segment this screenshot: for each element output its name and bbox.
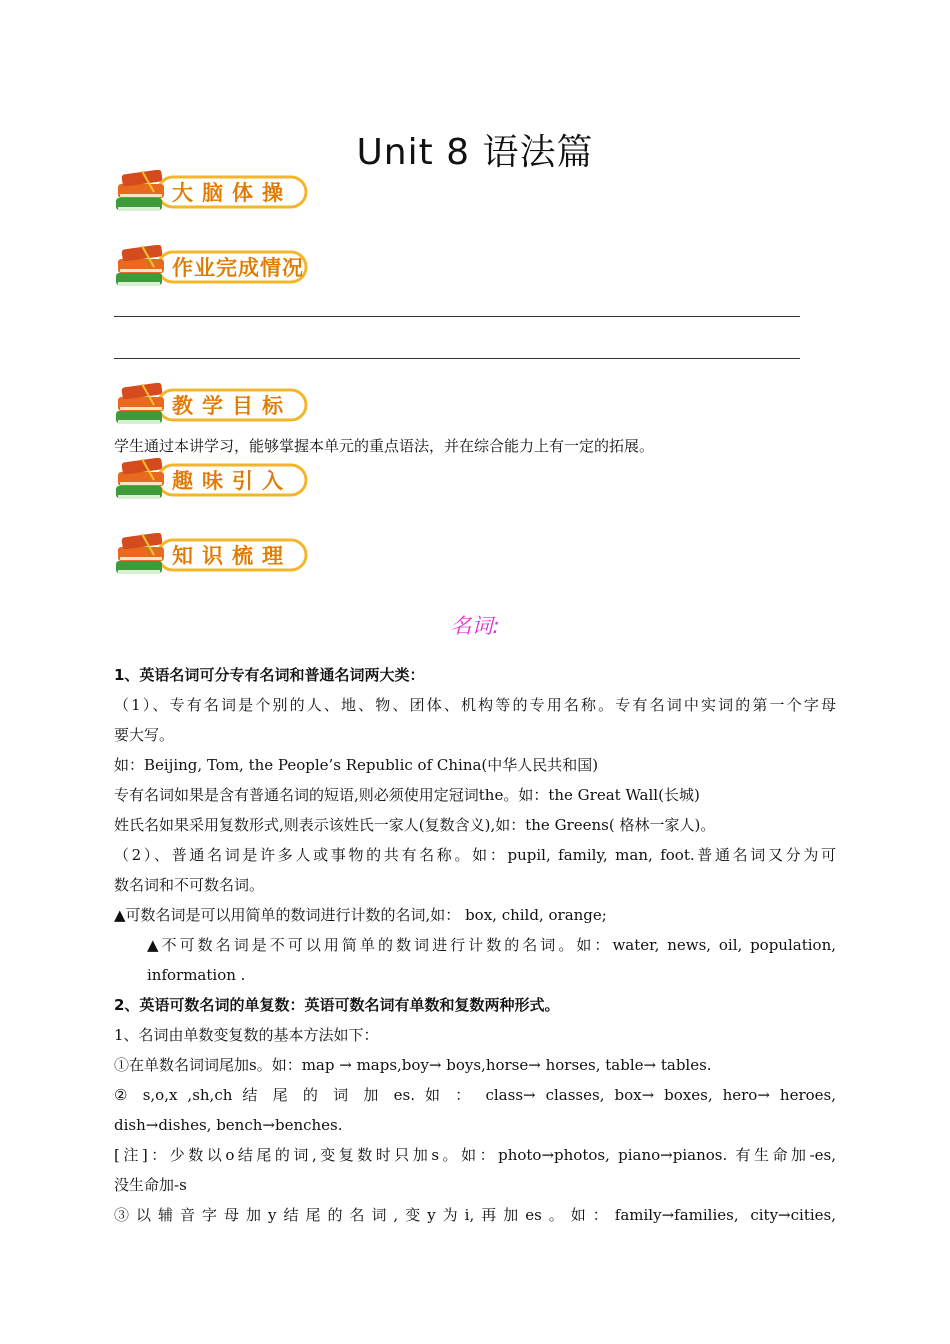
paragraph-line: 专有名词如果是含有普通名词的短语,则必须使用定冠词the。如：the Great Wall(长城) <box>114 786 700 804</box>
paragraph-line: 数名词和不可数名词。 <box>114 876 265 894</box>
badge-label: 知识梳理 <box>172 544 292 568</box>
paragraph-line: 如：Beijing, Tom, the People’s Republic of China(中华人民共和国) <box>114 756 599 774</box>
badge-label: 大脑体操 <box>172 181 292 205</box>
paragraph-line: ② s,o,x ,sh,ch 结 尾 的 词 加 es. 如 ： class→ classes, box→ boxes, hero→ heroes, <box>114 1086 836 1104</box>
paragraph-line: ▲可数名词是可以用简单的数词进行计数的名词,如： box, child, orange; <box>114 906 607 924</box>
paragraph-line: [注]：少数以o结尾的词,变复数时只加s。如：photo→photos, piano→pianos. 有生命加-es, <box>114 1146 836 1164</box>
badge-fun-intro <box>114 458 310 504</box>
answer-line <box>114 316 800 317</box>
section-title: 名词: <box>450 614 500 638</box>
heading-noun-types: 1、英语名词可分专有名词和普通名词两大类： <box>114 666 425 684</box>
paragraph-line: information . <box>147 966 246 984</box>
page-title: Unit 8 语法篇 <box>356 132 594 173</box>
badge-label: 作业完成情况 <box>172 256 304 280</box>
badge-label: 趣味引入 <box>172 469 292 493</box>
heading-plural-forms: 2、英语可数名词的单复数：英语可数名词有单数和复数两种形式。 <box>114 996 560 1014</box>
badge-knowledge-review <box>114 533 310 579</box>
paragraph-line: （1）、专有名词是个别的人、地、物、团体、机构等的专用名称。专有名词中实词的第一个字母 <box>114 696 836 714</box>
paragraph-line: dish→dishes, bench→benches. <box>114 1116 343 1134</box>
paragraph-line: ①在单数名词词尾加s。如：map → maps,boy→ boys,horse→ horses, table→ tables. <box>114 1056 712 1074</box>
badge-teaching-goals <box>114 383 310 429</box>
paragraph-line: 没生命加-s <box>114 1176 187 1194</box>
paragraph-line: 要大写。 <box>114 726 175 744</box>
grammar-notes <box>114 660 836 1230</box>
paragraph-line: 姓氏名如果采用复数形式,则表示该姓氏一家人(复数含义),如：the Greens( 格林一家人)。 <box>114 816 716 834</box>
paragraph-line: ▲不可数名词是不可以用简单的数词进行计数的名词。如：water, news, oil, population, <box>147 936 836 954</box>
goals-text: 学生通过本讲学习，能够掌握本单元的重点语法，并在综合能力上有一定的拓展。 <box>114 437 655 455</box>
badge-brain-exercise <box>114 170 310 216</box>
paragraph-line: （2）、普通名词是许多人或事物的共有名称。如：pupil, family, man, foot.普通名词又分为可 <box>114 846 836 864</box>
badge-label: 教学目标 <box>172 394 292 418</box>
answer-line <box>114 358 800 359</box>
paragraph-line: 1、名词由单数变复数的基本方法如下： <box>114 1026 379 1044</box>
paragraph-line: ③以辅音字母加y结尾的名词,变y为i,再加es。如：family→families, city→cities, <box>114 1206 836 1224</box>
badge-homework-status <box>114 245 310 291</box>
